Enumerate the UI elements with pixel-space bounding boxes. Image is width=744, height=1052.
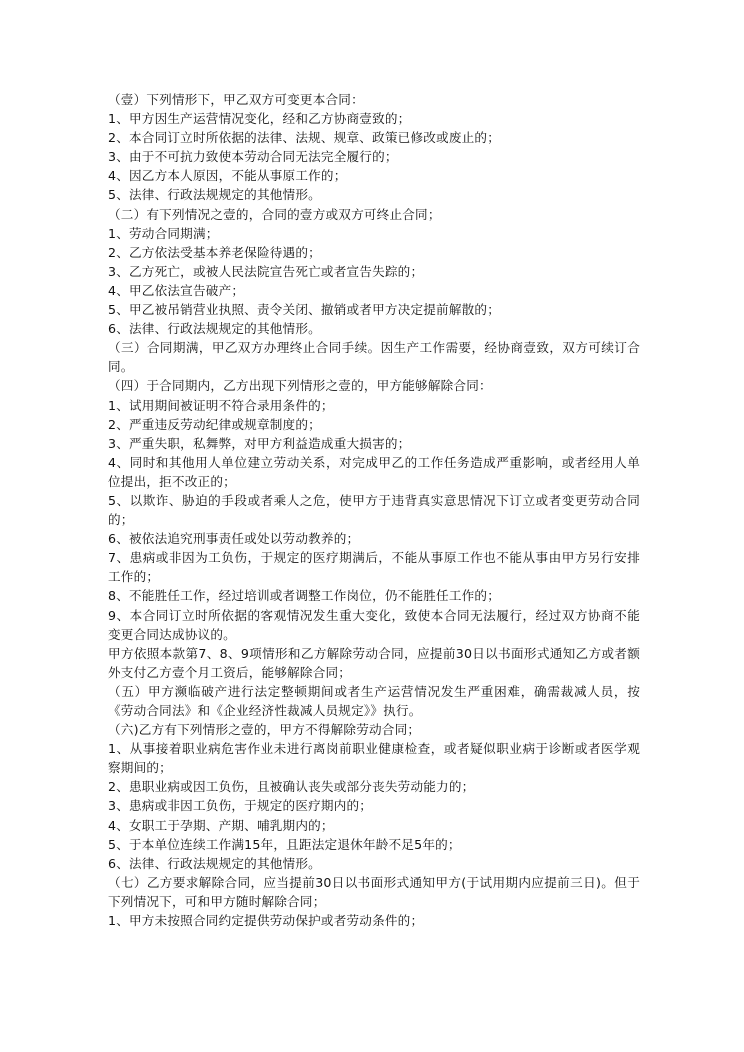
text-line: 3、乙方死亡，或被人民法院宣告死亡或者宣告失踪的； [108, 263, 424, 279]
text-line: 甲方依照本款第7、8、9项情形和乙方解除劳动合同，应提前30日以书面形式通知乙方或者额外支付乙方壹个月工资后，能够解除合同； [108, 645, 640, 680]
text-line: 6、被依法追究刑事责任或处以劳动教养的； [108, 531, 360, 547]
text-line: 5、于本单位连续工作满15年，且距法定退休年龄不足5年的； [108, 836, 461, 852]
text-line: （五）甲方濒临破产进行法定整顿期间或者生产运营情况发生严重困难，确需裁减人员，按《劳动合同法》和《企业经济性裁减人员规定》》执行。 [108, 683, 640, 718]
text-line: 4、因乙方本人原因，不能从事原工作的； [108, 168, 347, 184]
text-line: 6、法律、行政法规规定的其他情形。 [108, 321, 321, 337]
text-line: 2、严重违反劳动纪律或规章制度的； [108, 416, 321, 432]
text-line: （三）合同期满，甲乙双方办理终止合同手续。因生产工作需要，经协商壹致，双方可续订合同。 [108, 340, 640, 375]
text-line: 6、法律、行政法规规定的其他情形。 [108, 855, 321, 871]
text-line: 1、试用期间被证明不符合录用条件的； [108, 397, 334, 413]
text-line: （二）有下列情况之壹的，合同的壹方或双方可终止合同； [108, 206, 441, 222]
text-line: 3、由于不可抗力致使本劳动合同无法完全履行的； [108, 149, 398, 165]
text-line: 2、患职业病或因工负伤，且被确认丧失或部分丧失劳动能力的； [108, 779, 475, 795]
text-line: 1、从事接着职业病危害作业未进行离岗前职业健康检查，或者疑似职业病于诊断或者医学观察期间的； [108, 741, 640, 776]
text-line: 4、同时和其他用人单位建立劳动关系，对完成甲乙的工作任务造成严重影响，或者经用人单位提出，拒不改正的； [108, 454, 640, 489]
text-line: 9、本合同订立时所依据的客观情况发生重大变化，致使本合同无法履行，经过双方协商不能变更合同达成协议的。 [108, 607, 640, 642]
text-line: 4、甲乙依法宣告破产； [108, 282, 245, 298]
document-body [108, 90, 640, 930]
text-line: 1、甲方未按照合同约定提供劳动保护或者劳动条件的； [108, 913, 424, 929]
text-line: 4、女职工于孕期、产期、哺乳期内的； [108, 817, 334, 833]
text-line: 8、不能胜任工作，经过培训或者调整工作岗位，仍不能胜任工作的； [108, 588, 501, 604]
text-line: （四）于合同期内，乙方出现下列情形之壹的，甲方能够解除合同： [108, 378, 492, 394]
text-line: （七）乙方要求解除合同，应当提前30日以书面形式通知甲方(于试用期内应提前三日)。但于下列情况下，可和甲方随时解除合同； [108, 874, 640, 909]
text-line: 1、甲方因生产运营情况变化，经和乙方协商壹致的； [108, 111, 411, 127]
text-line: 7、患病或非因为工负伤，于规定的医疗期满后，不能从事原工作也不能从事由甲方另行安排工作的； [108, 550, 640, 585]
text-line: 5、甲乙被吊销营业执照、责令关闭、撤销或者甲方决定提前解散的； [108, 302, 501, 318]
text-line: 3、患病或非因工负伤，于规定的医疗期内的； [108, 798, 373, 814]
text-line: 1、劳动合同期满； [108, 225, 219, 241]
text-line: 5、法律、行政法规规定的其他情形。 [108, 187, 321, 203]
text-line: 2、本合同订立时所依据的法律、法规、规章、政策已修改或废止的； [108, 130, 501, 146]
text-line: 2、乙方依法受基本养老保险待遇的； [108, 244, 321, 260]
text-line: （六)乙方有下列情形之壹的，甲方不得解除劳动合同； [108, 722, 421, 738]
text-line: 5、以欺诈、胁迫的手段或者乘人之危，使甲方于违背真实意思情况下订立或者变更劳动合同的； [108, 492, 640, 528]
text-line: （壹）下列情形下，甲乙双方可变更本合同： [108, 92, 364, 107]
text-line: 3、严重失职，私舞弊，对甲方利益造成重大损害的； [108, 435, 411, 451]
